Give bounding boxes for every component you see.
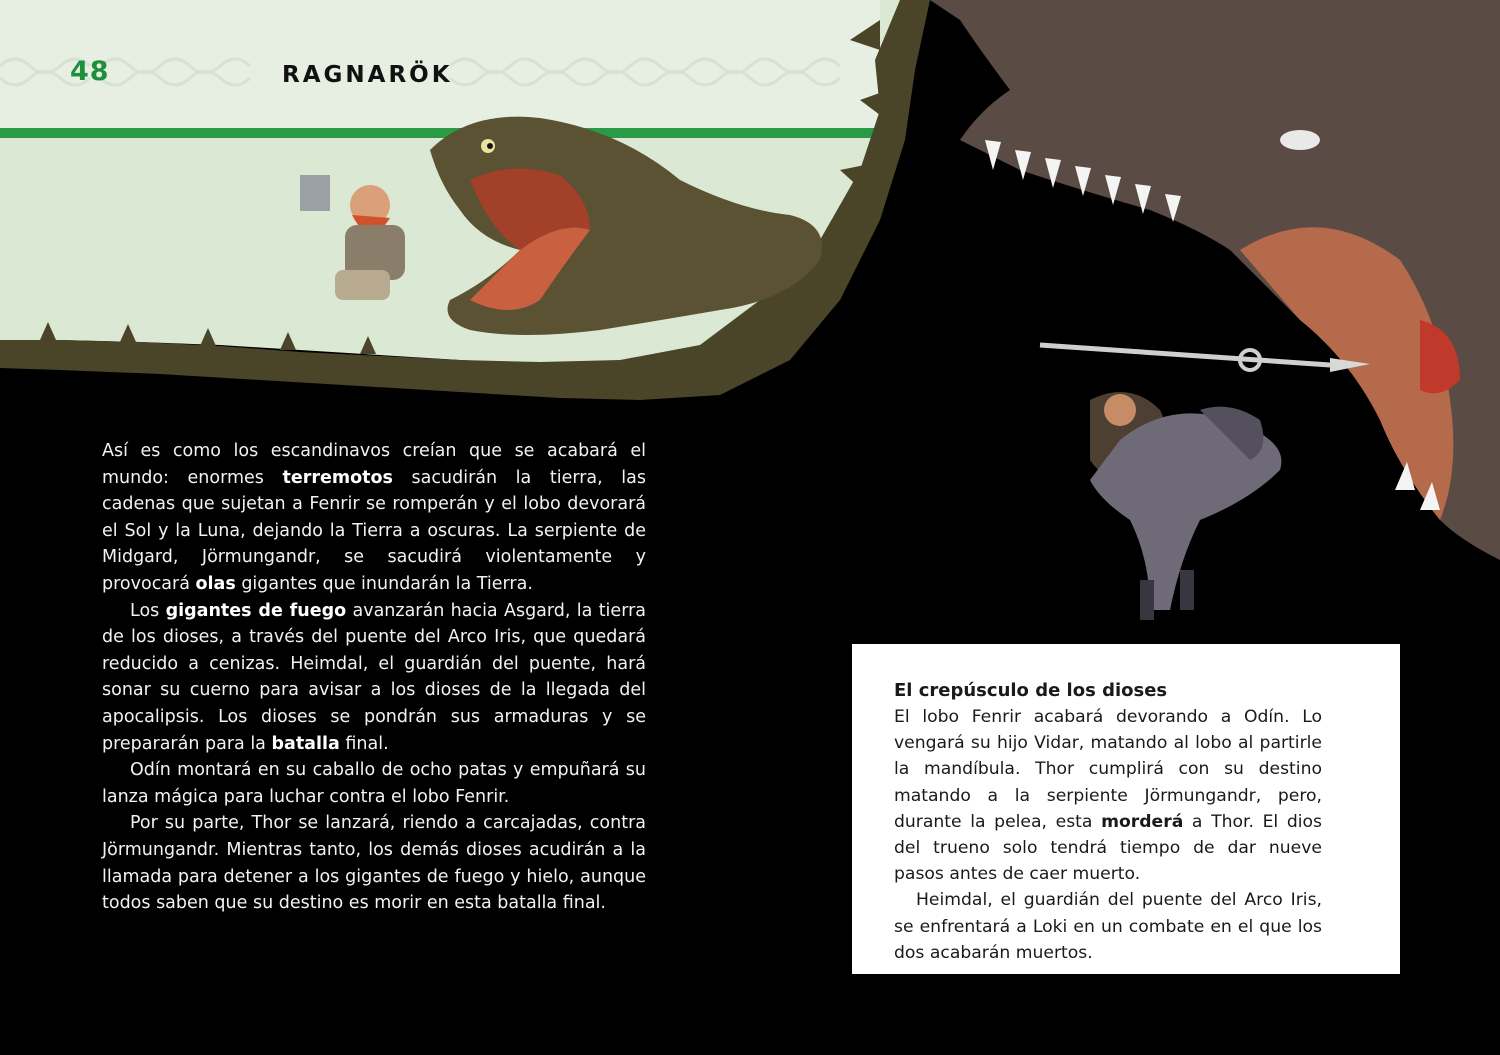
page-number: 48: [70, 56, 110, 87]
sidebar-paragraph-1: El lobo Fenrir acabará devorando a Odín. Lo vengará su hijo Vidar, matando al lobo al partirle la mandíbula. Thor cumplirá con su destino matando a la serpiente Jörmungandr, pero, durante la pelea, esta morderá a Thor. El dios del trueno solo tendrá tiempo de dar nueve pasos antes de caer muerto.: [894, 707, 1322, 885]
paragraph-3: Odín montará en su caballo de ocho patas y empuñará su lanza mágica para luchar contra el lobo Fenrir.: [102, 760, 646, 807]
chapter-title: RAGNARÖK: [282, 62, 453, 88]
odin-figure: [1040, 345, 1370, 620]
sidebar-content: [894, 678, 1322, 966]
main-text: [102, 438, 646, 917]
sidebar-paragraph-2: Heimdal, el guardián del puente del Arco Iris, se enfrentará a Loki en un combate en el que los dos acabarán muertos.: [894, 890, 1322, 963]
paragraph-1: Así es como los escandinavos creían que se acabará el mundo: enormes terremotos sacudirán la tierra, las cadenas que sujetan a Fenrir se romperán y el lobo devorará el Sol y la Luna, dejando la Tierra a oscuras. La serpiente de Midgard, Jörmungandr, se sacudirá violentamente y provocará olas gigantes que inundarán la Tierra.: [102, 441, 647, 594]
sidebar-title: El crepúsculo de los dioses: [894, 680, 1168, 701]
paragraph-2: Los gigantes de fuego avanzarán hacia Asgard, la tierra de los dioses, a través del puente del Arco Iris, que quedará reducido a cenizas. Heimdal, el guardián del puente, hará sonar su cuerno para avisar a los dioses de la llegada del apocalipsis. Los dioses se pondrán sus armaduras y se prepararán para la batalla final.: [102, 600, 646, 754]
header-rule: [0, 128, 882, 138]
paragraph-4: Por su parte, Thor se lanzará, riendo a carcajadas, contra Jörmungandr. Mientras tanto, los demás dioses acudirán a la llamada para detener a los gigantes de fuego y hielo, aunque todos saben que su destino es morir en esta batalla final.: [102, 813, 646, 914]
sidebar-box: [852, 644, 1400, 974]
